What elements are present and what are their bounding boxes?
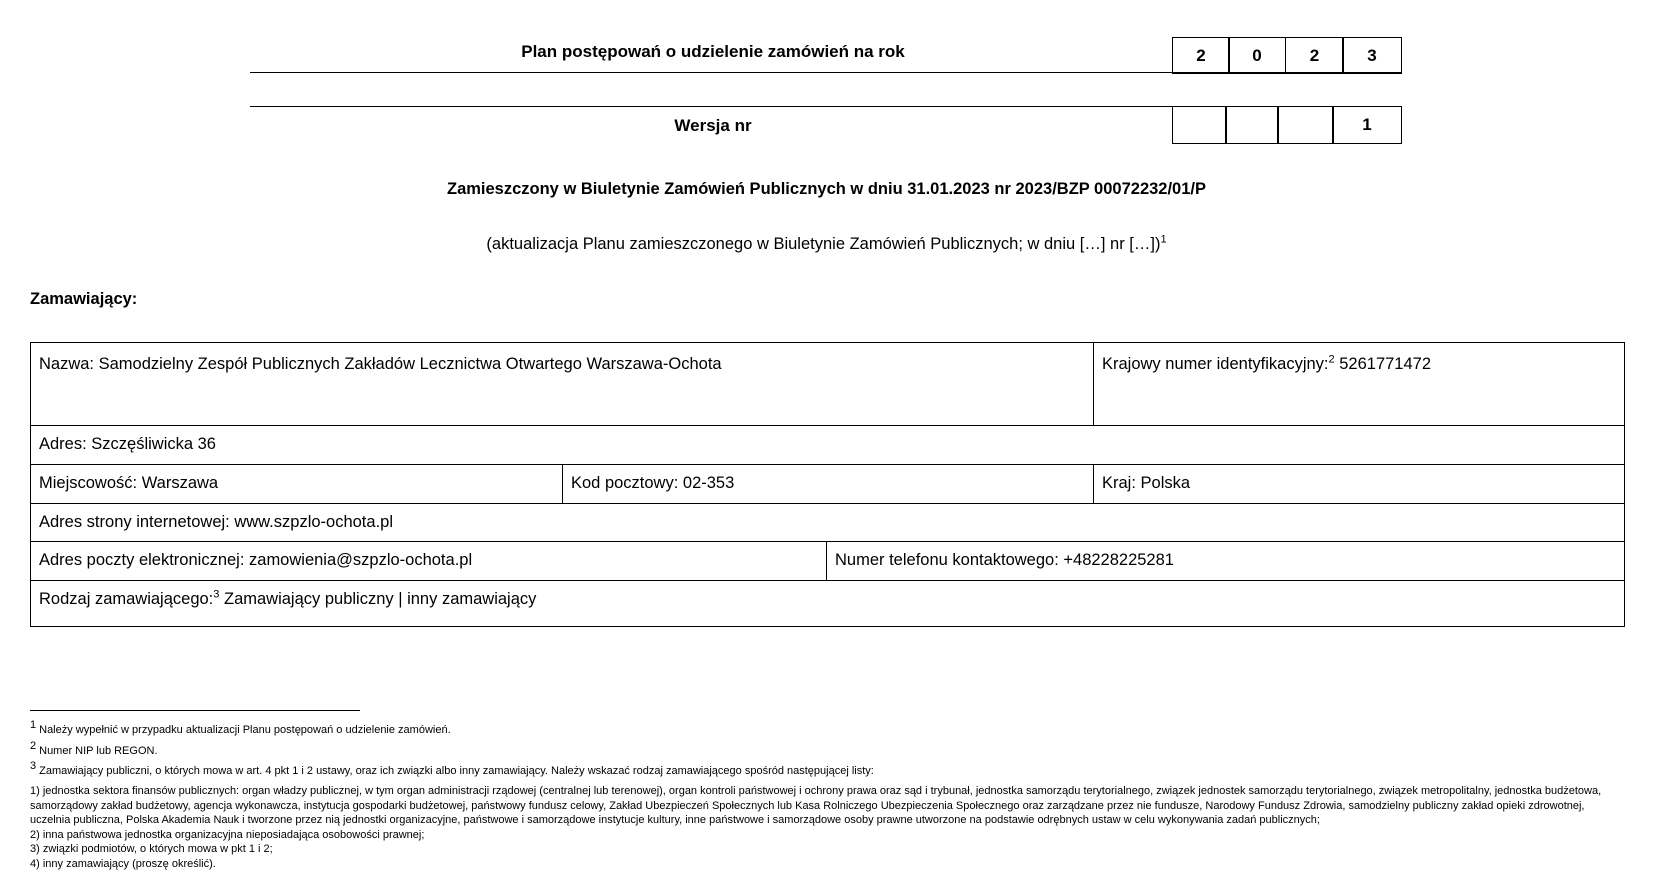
authority-name: Nazwa: Samodzielny Zespół Publicznych Zakładów Lecznictwa Otwartego Warszawa-Ochota bbox=[39, 355, 722, 373]
update-line bbox=[0, 235, 1653, 254]
row-divider bbox=[31, 503, 1624, 504]
authority-country: Kraj: Polska bbox=[1102, 474, 1191, 492]
contracting-authority-table bbox=[30, 342, 1625, 627]
footnote-list-item: 3) związki podmiotów, o których mowa w pkt 1 i 2; bbox=[30, 843, 273, 855]
footnote-ref-1: 1 bbox=[1160, 233, 1167, 246]
authority-website: Adres strony internetowej: www.szpzlo-ochota.pl bbox=[39, 513, 393, 531]
footnote-list-item: 1) jednostka sektora finansów publicznych: organ władzy publicznej, w tym organ administracji rządowej (centralnej lub terenowej), organ kontroli państwowej i ochrony prawa oraz sąd i trybunał, jednostka samorządu terytorialnego, związek jednostek samorządu terytorialnego, związek metropolitalny, jednostka budżetowa, samorządowy zakład budżetowy, agencja wykonawcza, instytucja gospodarki budżetowej, państwowy fundusz celowy, Zakład Ubezpieczeń Społecznych lub Kasa Rolniczego Ubezpieczenia Społecznego oraz zarządzane przez nie fundusze, Narodowy Fundusz Zdrowia, samodzielny publiczny zakład opieki zdrowotnej, uczelnia publiczna, Polska Akademia Nauk i tworzone przez nią jednostki organizacyjne, państwowe i samorządowe instytucje kultury, inne państwowe i samorządowe osoby prawne utworzone na podstawie odrębnych ustaw w celu wykonywania zadań publicznych; bbox=[30, 785, 1602, 826]
national-id-value: 5261771472 bbox=[1339, 355, 1431, 373]
footnote-list-item: 2) inna państwowa jednostka organizacyjna nieposiadająca osobowości prawnej; bbox=[30, 828, 425, 841]
footnote-ref-3: 3 bbox=[213, 588, 220, 601]
authority-type bbox=[31, 590, 1621, 609]
footnote-2 bbox=[30, 740, 1625, 759]
national-id bbox=[1094, 355, 1624, 374]
year-digit-1: 2 bbox=[1172, 37, 1230, 74]
footnote-list bbox=[30, 784, 1625, 871]
authority-city: Miejscowość: Warszawa bbox=[39, 474, 219, 492]
footnote-text: Numer NIP lub REGON. bbox=[39, 745, 158, 757]
authority-address: Adres: Szczęśliwicka 36 bbox=[39, 435, 216, 453]
year-digit-2: 0 bbox=[1228, 37, 1286, 74]
footnote-number: 3 bbox=[30, 760, 37, 773]
row-divider bbox=[31, 541, 1624, 542]
version-digit-2 bbox=[1225, 106, 1279, 144]
footnote-list-item: 4) inny zamawiający (proszę określić). bbox=[30, 857, 216, 870]
footnote-text: Należy wypełnić w przypadku aktualizacji Planu postępowań o udzielenie zamówień. bbox=[39, 724, 451, 736]
footnote-1 bbox=[30, 719, 1625, 738]
row-divider bbox=[31, 580, 1624, 581]
plan-title: Plan postępowań o udzielenie zamówień na rok bbox=[521, 42, 905, 61]
version-label: Wersja nr bbox=[674, 116, 752, 135]
authority-type-label: Rodzaj zamawiającego: bbox=[39, 590, 214, 608]
publication-line: Zamieszczony w Biuletynie Zamówień Publicznych w dniu 31.01.2023 nr 2023/BZP 00072232/01/P bbox=[446, 180, 1207, 198]
footnote-3 bbox=[30, 760, 1625, 779]
contracting-authority-label: Zamawiający: bbox=[30, 290, 138, 308]
version-digit-4: 1 bbox=[1332, 106, 1402, 144]
version-digit-1 bbox=[1172, 106, 1227, 144]
version-digit-3 bbox=[1277, 106, 1334, 144]
update-line-text: (aktualizacja Planu zamieszczonego w Biuletynie Zamówień Publicznych; w dniu […] nr […]) bbox=[486, 235, 1161, 253]
footnote-ref-2: 2 bbox=[1328, 353, 1335, 366]
year-digit-4: 3 bbox=[1342, 37, 1402, 74]
year-digit-3: 2 bbox=[1285, 37, 1344, 74]
footnote-separator bbox=[30, 710, 360, 711]
footnote-number: 1 bbox=[30, 719, 37, 732]
authority-type-value: Zamawiający publiczny | inny zamawiający bbox=[223, 590, 537, 608]
authority-postal-code: Kod pocztowy: 02-353 bbox=[571, 474, 735, 492]
national-id-label: Krajowy numer identyfikacyjny: bbox=[1102, 355, 1329, 373]
row-divider bbox=[31, 464, 1624, 465]
authority-email: Adres poczty elektronicznej: zamowienia@szpzlo-ochota.pl bbox=[39, 551, 473, 569]
footnote-text: Zamawiający publiczni, o których mowa w art. 4 pkt 1 i 2 ustawy, oraz ich związki albo inny zamawiający. Należy wskazać rodzaj zamawiającego spośród następującej listy: bbox=[39, 765, 874, 777]
row-divider bbox=[31, 425, 1624, 426]
footnote-number: 2 bbox=[30, 740, 37, 753]
authority-phone: Numer telefonu kontaktowego: +48228225281 bbox=[835, 551, 1174, 569]
